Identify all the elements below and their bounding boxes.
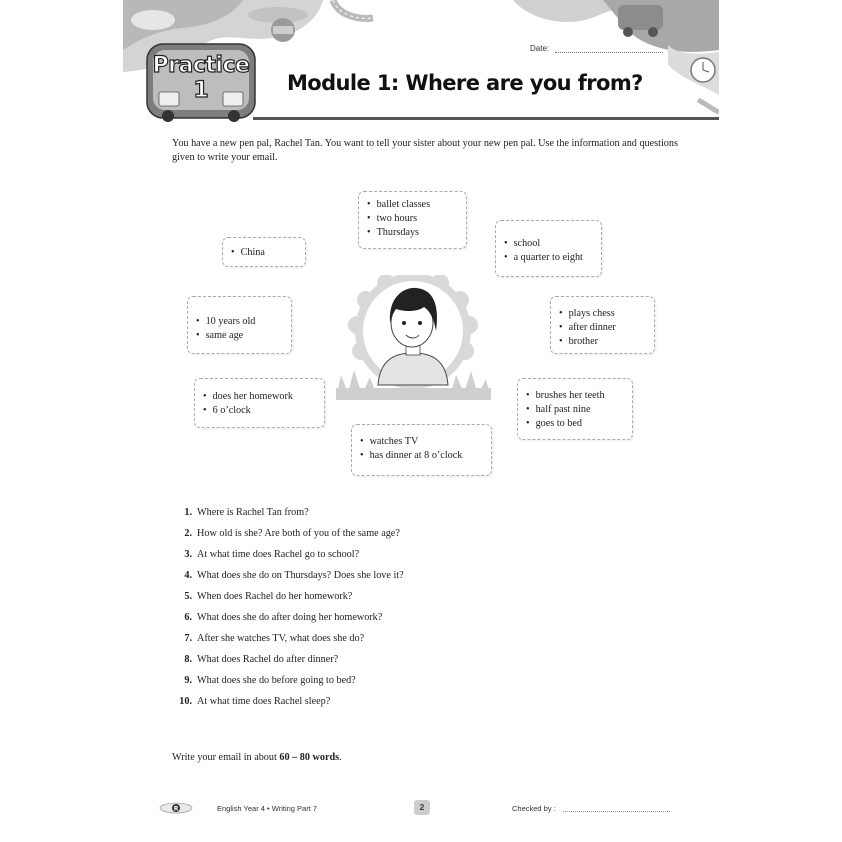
- info-item: • two hours: [367, 212, 458, 226]
- practice-badge-word: Practice: [152, 53, 250, 78]
- info-card-homework: [194, 378, 325, 428]
- worksheet-page: [123, 0, 719, 842]
- info-item: • school: [504, 237, 593, 251]
- info-card-country: [222, 237, 306, 267]
- info-item: • ballet classes: [367, 198, 458, 212]
- info-card-chess: [550, 296, 655, 354]
- question-item: 2. How old is she? Are both of you of the same age?: [184, 528, 400, 539]
- page-title: Module 1: Where are you from?: [287, 71, 643, 95]
- info-item: • a quarter to eight: [504, 251, 593, 265]
- page-number: 2: [414, 800, 430, 815]
- info-item: • 10 years old: [196, 315, 283, 329]
- question-list: [171, 506, 404, 716]
- info-item: • Thursdays: [367, 226, 458, 240]
- info-item: • half past nine: [526, 403, 624, 417]
- info-item: • China: [231, 246, 297, 260]
- info-item: • has dinner at 8 o’clock: [360, 449, 483, 463]
- svg-text:R: R: [173, 805, 179, 813]
- info-item: • brother: [559, 335, 646, 349]
- info-card-bedtime: [517, 378, 633, 440]
- info-item: • brushes her teeth: [526, 389, 624, 403]
- question-item: 5. When does Rachel do her homework?: [184, 591, 353, 602]
- question-item: 4. What does she do on Thursdays? Does she love it?: [184, 570, 404, 581]
- course-label: English Year 4 • Writing Part 7: [217, 804, 318, 813]
- info-card-tv: [351, 424, 492, 476]
- info-item: • plays chess: [559, 307, 646, 321]
- info-item: • goes to bed: [526, 417, 624, 431]
- practice-badge-number: 1: [193, 78, 209, 103]
- email-instruction: Write your email in about 60 – 80 words.: [172, 752, 342, 763]
- info-card-age: [187, 296, 292, 354]
- publisher-logo: [159, 802, 193, 814]
- instructions-paragraph: You have a new pen pal, Rachel Tan. You want to tell your sister about your new pen pal. Use the information and questions given to write your email.: [172, 138, 678, 163]
- checked-by-line[interactable]: [563, 811, 670, 812]
- date-line[interactable]: [555, 52, 663, 53]
- question-item: 6. What does she do after doing her homework?: [184, 612, 383, 623]
- checked-by-label: Checked by :: [512, 804, 556, 813]
- question-item: 3. At what time does Rachel go to school?: [184, 549, 360, 560]
- info-item: • same age: [196, 329, 283, 343]
- info-item: • does her homework: [203, 390, 316, 404]
- rachel-portrait-illustration: [336, 275, 491, 400]
- question-item: 10. At what time does Rachel sleep?: [179, 696, 331, 707]
- info-item: • after dinner: [559, 321, 646, 335]
- title-divider: [253, 117, 719, 120]
- question-item: 7. After she watches TV, what does she do?: [184, 633, 365, 644]
- date-label: Date:: [530, 44, 550, 53]
- page-footer: [123, 798, 719, 818]
- info-card-school: [495, 220, 602, 277]
- info-item: • watches TV: [360, 435, 483, 449]
- question-item: 9. What does she do before going to bed?: [184, 675, 356, 686]
- info-item: • 6 o’clock: [203, 404, 316, 418]
- question-item: 8. What does Rachel do after dinner?: [184, 654, 339, 665]
- info-card-ballet: [358, 191, 467, 249]
- question-item: 1. Where is Rachel Tan from?: [184, 507, 309, 518]
